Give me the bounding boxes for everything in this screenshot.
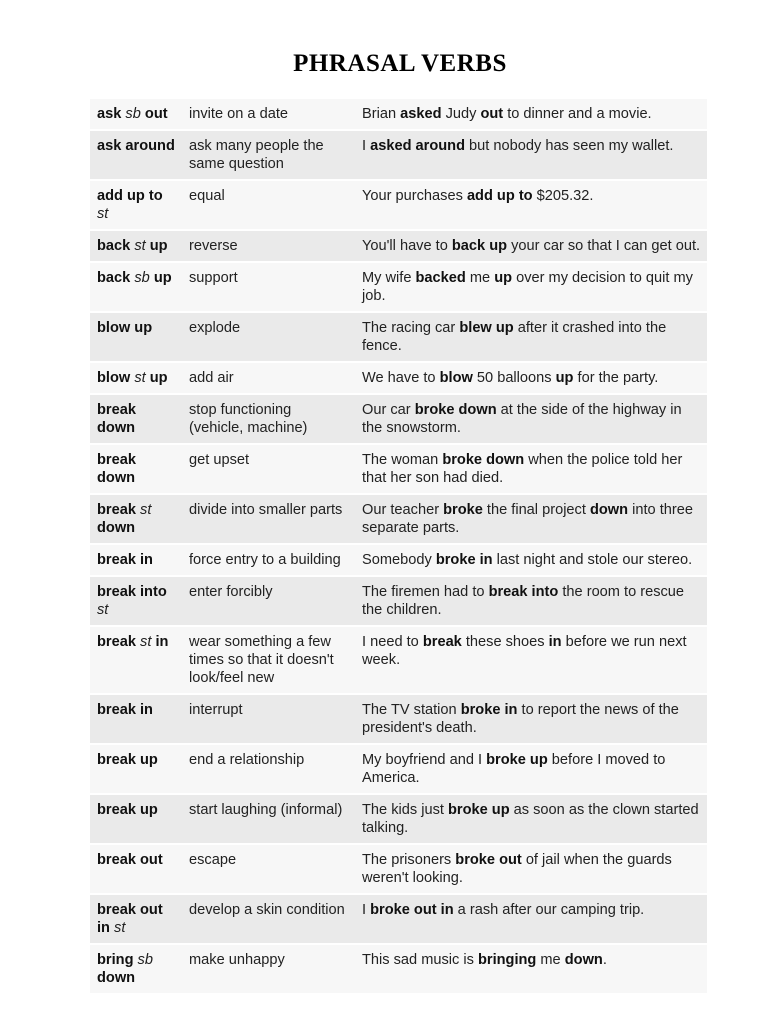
example-segment: $205.32. [532, 188, 594, 204]
example-segment: to report the news of the president's death. [362, 702, 679, 736]
table-row [90, 545, 707, 575]
example-cell [355, 313, 707, 361]
example-segment: bringing [477, 952, 537, 968]
verb-segment: sb [134, 270, 150, 286]
example-segment: My wife [362, 270, 416, 286]
example-segment: You'll have to [362, 238, 452, 254]
example-segment: broke out [455, 852, 522, 868]
meaning-cell: enter forcibly [182, 577, 355, 625]
verb-segment: st [114, 920, 126, 936]
verb-segment: ask [97, 106, 122, 122]
example-segment: up [494, 270, 513, 286]
verb-segment: up [149, 238, 168, 254]
example-segment: the room to rescue the children. [362, 584, 685, 618]
example-cell [355, 845, 707, 893]
verb-segment: sb [125, 106, 141, 122]
verb-segment: break down [97, 452, 136, 486]
verb-segment: down [97, 970, 136, 986]
example-segment: add up to [466, 188, 533, 204]
phrasal-verb-cell [90, 627, 182, 693]
table-row [90, 231, 707, 261]
example-segment: to dinner and a movie. [503, 106, 652, 122]
verb-segment: break out [97, 852, 163, 868]
verb-segment: break down [97, 402, 136, 436]
table-row [90, 895, 707, 943]
meaning-cell: explode [182, 313, 355, 361]
phrasal-verb-cell [90, 263, 182, 311]
phrasal-verb-cell [90, 445, 182, 493]
example-cell [355, 395, 707, 443]
example-segment: The kids just [362, 802, 448, 818]
phrasal-verb-table [90, 97, 707, 995]
verb-segment: break into [97, 584, 167, 600]
example-segment: Somebody [362, 552, 436, 568]
phrasal-verb-cell [90, 895, 182, 943]
verb-segment: sb [137, 952, 153, 968]
verb-segment: out [144, 106, 168, 122]
example-segment: 50 balloons [472, 370, 556, 386]
verb-segment: back [97, 270, 131, 286]
verb-segment: blow [97, 370, 131, 386]
phrasal-verb-cell [90, 545, 182, 575]
table-row [90, 577, 707, 625]
verb-segment: break [97, 634, 136, 650]
verb-segment: break [97, 502, 136, 518]
phrasal-verb-cell [90, 695, 182, 743]
example-cell [355, 363, 707, 393]
example-cell [355, 895, 707, 943]
example-segment: down [564, 952, 603, 968]
meaning-cell: equal [182, 181, 355, 229]
example-segment: We have to [362, 370, 440, 386]
example-segment: I [362, 138, 371, 154]
example-cell [355, 795, 707, 843]
example-segment: The TV station [362, 702, 461, 718]
example-segment: down [589, 502, 629, 518]
phrasal-verb-cell [90, 181, 182, 229]
verb-segment: break out in [97, 902, 163, 936]
verb-segment: st [140, 634, 152, 650]
meaning-cell: start laughing (informal) [182, 795, 355, 843]
meaning-cell: make unhappy [182, 945, 355, 993]
example-segment: in [548, 634, 562, 650]
verb-segment: break up [97, 752, 158, 768]
example-segment: My boyfriend and I [362, 752, 487, 768]
verb-segment: st [134, 238, 146, 254]
meaning-cell: interrupt [182, 695, 355, 743]
verb-segment: back [97, 238, 131, 254]
example-segment: out [480, 106, 504, 122]
table-row [90, 627, 707, 693]
example-segment: of jail when the guards weren't looking. [362, 852, 672, 886]
example-segment: back up [451, 238, 508, 254]
phrasal-verb-cell [90, 845, 182, 893]
page-title: PHRASAL VERBS [293, 50, 507, 77]
example-cell [355, 695, 707, 743]
example-segment: the final project [482, 502, 590, 518]
verb-segment: down [97, 520, 136, 536]
example-segment: me [465, 270, 495, 286]
example-cell [355, 445, 707, 493]
example-segment: broke down [442, 452, 525, 468]
meaning-cell: escape [182, 845, 355, 893]
verb-segment: st [140, 502, 152, 518]
meaning-cell: invite on a date [182, 99, 355, 129]
meaning-cell: ask many people the same question [182, 131, 355, 179]
example-segment: broke up [447, 802, 510, 818]
table-row [90, 795, 707, 843]
example-segment: up [555, 370, 574, 386]
verb-segment: break in [97, 702, 153, 718]
example-segment: these shoes [461, 634, 549, 650]
example-segment: Brian [362, 106, 401, 122]
example-segment: backed [415, 270, 466, 286]
example-segment: when the police told her that her son had died. [362, 452, 683, 486]
verb-segment: st [97, 206, 109, 222]
table-row [90, 99, 707, 129]
meaning-cell: stop functioning (vehicle, machine) [182, 395, 355, 443]
example-cell [355, 577, 707, 625]
verb-segment: st [134, 370, 146, 386]
example-cell [355, 545, 707, 575]
table-row [90, 445, 707, 493]
example-cell [355, 99, 707, 129]
phrasal-verb-cell [90, 313, 182, 361]
phrasal-verb-cell [90, 495, 182, 543]
verb-segment: break up [97, 802, 158, 818]
example-segment: Judy [441, 106, 481, 122]
meaning-cell: get upset [182, 445, 355, 493]
example-segment: for the party. [573, 370, 659, 386]
example-cell [355, 131, 707, 179]
example-segment: The racing car [362, 320, 460, 336]
verb-segment: blow up [97, 320, 153, 336]
example-segment: The prisoners [362, 852, 456, 868]
meaning-cell: force entry to a building [182, 545, 355, 575]
meaning-cell: divide into smaller parts [182, 495, 355, 543]
example-segment: blew up [459, 320, 514, 336]
example-cell [355, 745, 707, 793]
example-segment: blow [439, 370, 473, 386]
table-row [90, 945, 707, 993]
phrasal-verb-cell [90, 395, 182, 443]
phrasal-verb-cell [90, 363, 182, 393]
table-row [90, 181, 707, 229]
table-row [90, 395, 707, 443]
phrasal-verb-cell [90, 577, 182, 625]
phrasal-verb-cell [90, 99, 182, 129]
example-segment: asked [400, 106, 442, 122]
example-cell [355, 627, 707, 693]
table-row [90, 363, 707, 393]
example-segment: . [602, 952, 607, 968]
example-segment: but nobody has seen my wallet. [465, 138, 674, 154]
example-segment: broke out in [370, 902, 454, 918]
example-segment: Our teacher [362, 502, 444, 518]
example-segment: The firemen had to [362, 584, 489, 600]
table-row [90, 745, 707, 793]
example-segment: break [422, 634, 462, 650]
example-segment: me [536, 952, 565, 968]
table-row [90, 263, 707, 311]
example-cell [355, 263, 707, 311]
example-segment: I [362, 902, 371, 918]
example-segment: broke in [460, 702, 518, 718]
example-segment: break into [488, 584, 559, 600]
example-segment: at the side of the highway in the snowstorm. [362, 402, 682, 436]
example-cell [355, 181, 707, 229]
table-row [90, 845, 707, 893]
example-segment: The woman [362, 452, 443, 468]
verb-segment: st [97, 602, 109, 618]
example-segment: I need to [362, 634, 423, 650]
meaning-cell: add air [182, 363, 355, 393]
example-cell [355, 231, 707, 261]
example-segment: Our car [362, 402, 415, 418]
example-segment: into three separate parts. [362, 502, 693, 536]
table-row [90, 695, 707, 743]
phrasal-verb-cell [90, 745, 182, 793]
example-segment: asked around [370, 138, 465, 154]
example-segment: after it crashed into the fence. [362, 320, 667, 354]
example-segment: before we run next week. [362, 634, 687, 668]
meaning-cell: develop a skin condition [182, 895, 355, 943]
example-segment: Your purchases [362, 188, 467, 204]
example-segment: as soon as the clown started talking. [362, 802, 699, 836]
example-segment: your car so that I can get out. [507, 238, 701, 254]
example-segment: over my decision to quit my job. [362, 270, 693, 304]
verb-segment: break in [97, 552, 153, 568]
example-segment: broke in [435, 552, 493, 568]
meaning-cell: wear something a few times so that it doesn't look/feel new [182, 627, 355, 693]
table-row [90, 495, 707, 543]
verb-segment: bring [97, 952, 134, 968]
phrasal-verb-cell [90, 795, 182, 843]
example-segment: broke [443, 502, 483, 518]
phrasal-verb-cell [90, 231, 182, 261]
phrasal-verb-cell [90, 945, 182, 993]
meaning-cell: end a relationship [182, 745, 355, 793]
verb-segment: add up to [97, 188, 163, 204]
example-segment: last night and stole our stereo. [492, 552, 693, 568]
example-segment: a rash after our camping trip. [453, 902, 645, 918]
table-row [90, 131, 707, 179]
verb-segment: up [153, 270, 172, 286]
table-row [90, 313, 707, 361]
example-segment: before I moved to America. [362, 752, 666, 786]
table-body [90, 99, 707, 993]
verb-segment: in [155, 634, 169, 650]
phrasal-verb-cell [90, 131, 182, 179]
example-segment: broke down [414, 402, 497, 418]
example-cell [355, 945, 707, 993]
verb-segment: ask around [97, 138, 175, 154]
meaning-cell: reverse [182, 231, 355, 261]
example-segment: broke up [486, 752, 548, 768]
meaning-cell: support [182, 263, 355, 311]
verb-segment: up [149, 370, 168, 386]
example-segment: This sad music is [362, 952, 478, 968]
example-cell [355, 495, 707, 543]
